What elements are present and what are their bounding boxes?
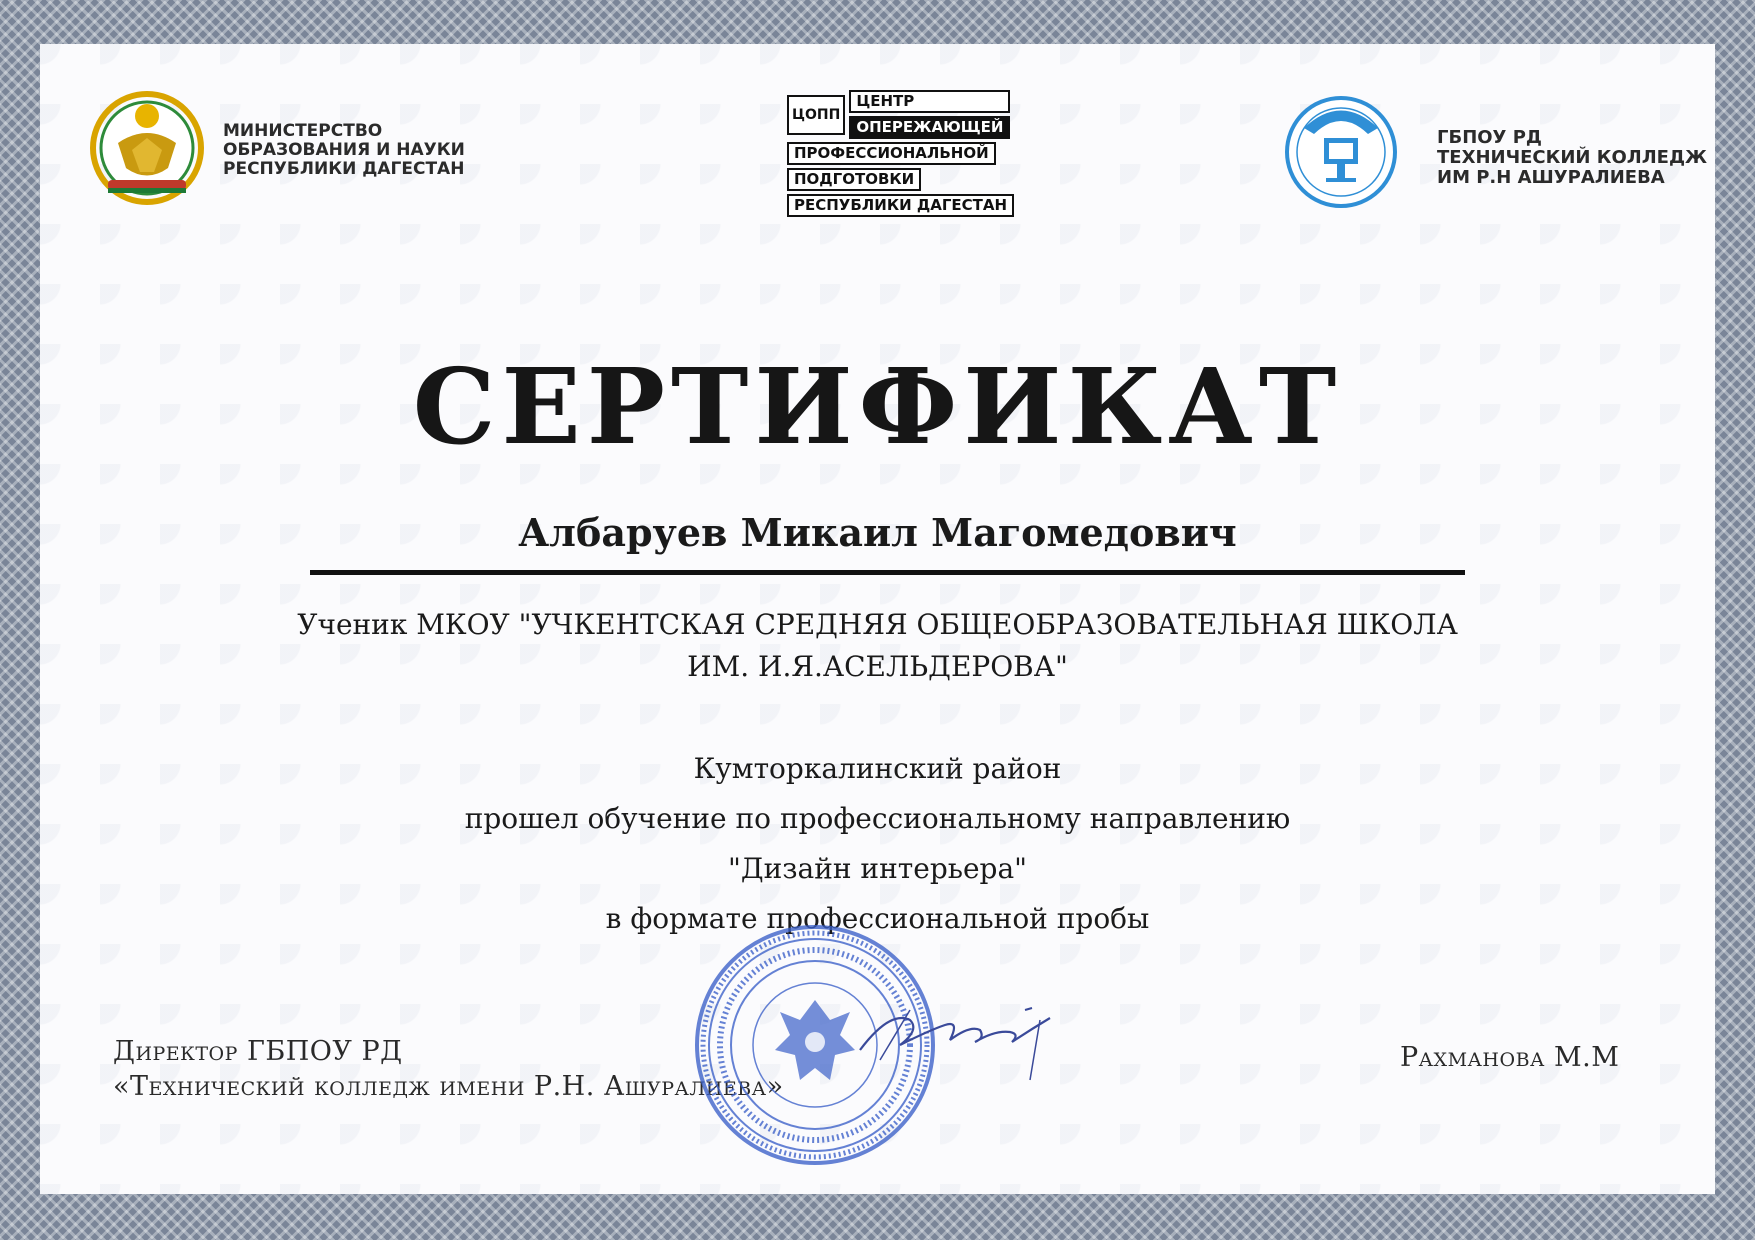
- copp-logo-icon: [787, 90, 1027, 220]
- name-underline: [310, 570, 1465, 575]
- director-title-line-1: Директор ГБПОУ РД: [113, 1036, 403, 1067]
- school-line-1: Ученик МКОУ "УЧКЕНТСКАЯ СРЕДНЯЯ ОБЩЕОБРАЗОВАТЕЛЬНАЯ ШКОЛА: [297, 608, 1458, 641]
- recipient-name: Албаруев Микаил Магомедович: [518, 510, 1237, 555]
- college-logo-icon: [1282, 88, 1400, 212]
- certificate-title: СЕРТИФИКАТ: [412, 345, 1343, 468]
- copp-mark: ЦОПП: [787, 95, 845, 135]
- copp-line-5: РЕСПУБЛИКИ ДАГЕСТАН: [787, 194, 1014, 217]
- completion-line: прошел обучение по профессиональному направлению: [464, 802, 1291, 835]
- copp-line-4: ПОДГОТОВКИ: [787, 168, 921, 191]
- director-name: Рахманова М.М: [1400, 1042, 1620, 1073]
- copp-line-3: ПРОФЕССИОНАЛЬНОЙ: [787, 142, 996, 165]
- ministry-name-line-1: МИНИСТЕРСТВО: [223, 121, 383, 141]
- format-line: в формате профессиональной пробы: [605, 902, 1150, 935]
- ministry-name-line-3: РЕСПУБЛИКИ ДАГЕСТАН: [223, 159, 465, 179]
- direction-line: "Дизайн интерьера": [727, 852, 1028, 885]
- copp-line-1: ЦЕНТР: [849, 90, 1010, 113]
- district-line: Кумторкалинский район: [693, 752, 1062, 785]
- school-line-2: ИМ. И.Я.АСЕЛЬДЕРОВА": [687, 650, 1068, 683]
- signature-icon: [850, 990, 1100, 1090]
- college-name-line-2: ТЕХНИЧЕСКИЙ КОЛЛЕДЖ: [1437, 147, 1708, 168]
- ministry-name-line-2: ОБРАЗОВАНИЯ И НАУКИ: [223, 140, 465, 160]
- director-title-line-2: «Технический колледж имени Р.Н. Ашуралиева»: [113, 1071, 784, 1102]
- copp-line-2: ОПЕРЕЖАЮЩЕЙ: [849, 116, 1010, 139]
- college-name-line-1: ГБПОУ РД: [1437, 127, 1542, 148]
- dagestan-emblem-icon: [88, 88, 206, 208]
- college-name-line-3: ИМ Р.Н АШУРАЛИЕВА: [1437, 167, 1665, 188]
